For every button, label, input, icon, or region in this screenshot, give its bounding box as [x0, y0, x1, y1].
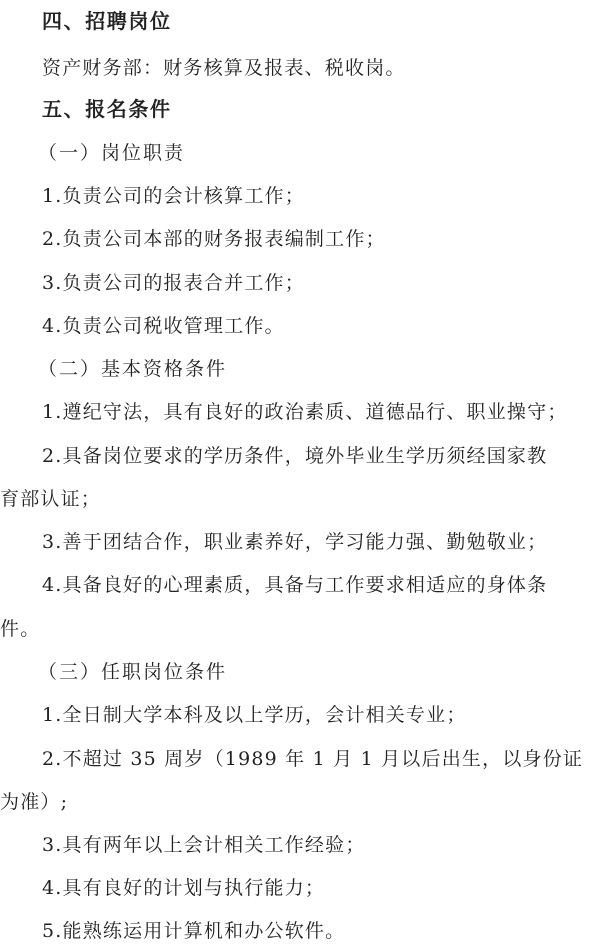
subsection-3-title: （三）任职岗位条件 [38, 661, 228, 683]
list-item-continuation: 育部认证； [0, 488, 102, 510]
list-item: 1.遵纪守法，具有良好的政治素质、道德品行、职业操守； [42, 401, 568, 423]
section-5-heading: 五、报名条件 [42, 97, 172, 121]
subsection-2-title: （二）基本资格条件 [38, 358, 228, 380]
list-item: 1.全日制大学本科及以上学历，会计相关专业； [42, 704, 467, 726]
list-item: 4.负责公司税收管理工作。 [42, 315, 285, 337]
list-item: 2.不超过 35 周岁（1989 年 1 月 1 月以后出生，以身份证 [42, 748, 584, 770]
list-item-continuation: 为准）; [0, 791, 69, 813]
list-item: 4.具有良好的计划与执行能力； [42, 877, 326, 899]
list-item: 3.具有两年以上会计相关工作经验； [42, 834, 366, 856]
list-item: 2.负责公司本部的财务报表编制工作； [42, 228, 386, 250]
list-item: 4.具备良好的心理素质，具备与工作要求相适应的身体条 [42, 574, 548, 596]
section-4-text: 资产财务部：财务核算及报表、税收岗。 [42, 57, 406, 79]
list-item: 3.负责公司的报表合并工作； [42, 272, 305, 294]
list-item: 1.负责公司的会计核算工作； [42, 185, 305, 207]
list-item: 3.善于团结合作，职业素养好，学习能力强、勤勉敬业； [42, 531, 548, 553]
list-item: 2.具备岗位要求的学历条件，境外毕业生学历须经国家教 [42, 445, 548, 467]
list-item: 5.能熟练运用计算机和办公软件。 [42, 920, 346, 942]
subsection-1-title: （一）岗位职责 [38, 142, 186, 164]
section-4-heading: 四、招聘岗位 [42, 9, 172, 33]
list-item-continuation: 件。 [0, 618, 41, 640]
